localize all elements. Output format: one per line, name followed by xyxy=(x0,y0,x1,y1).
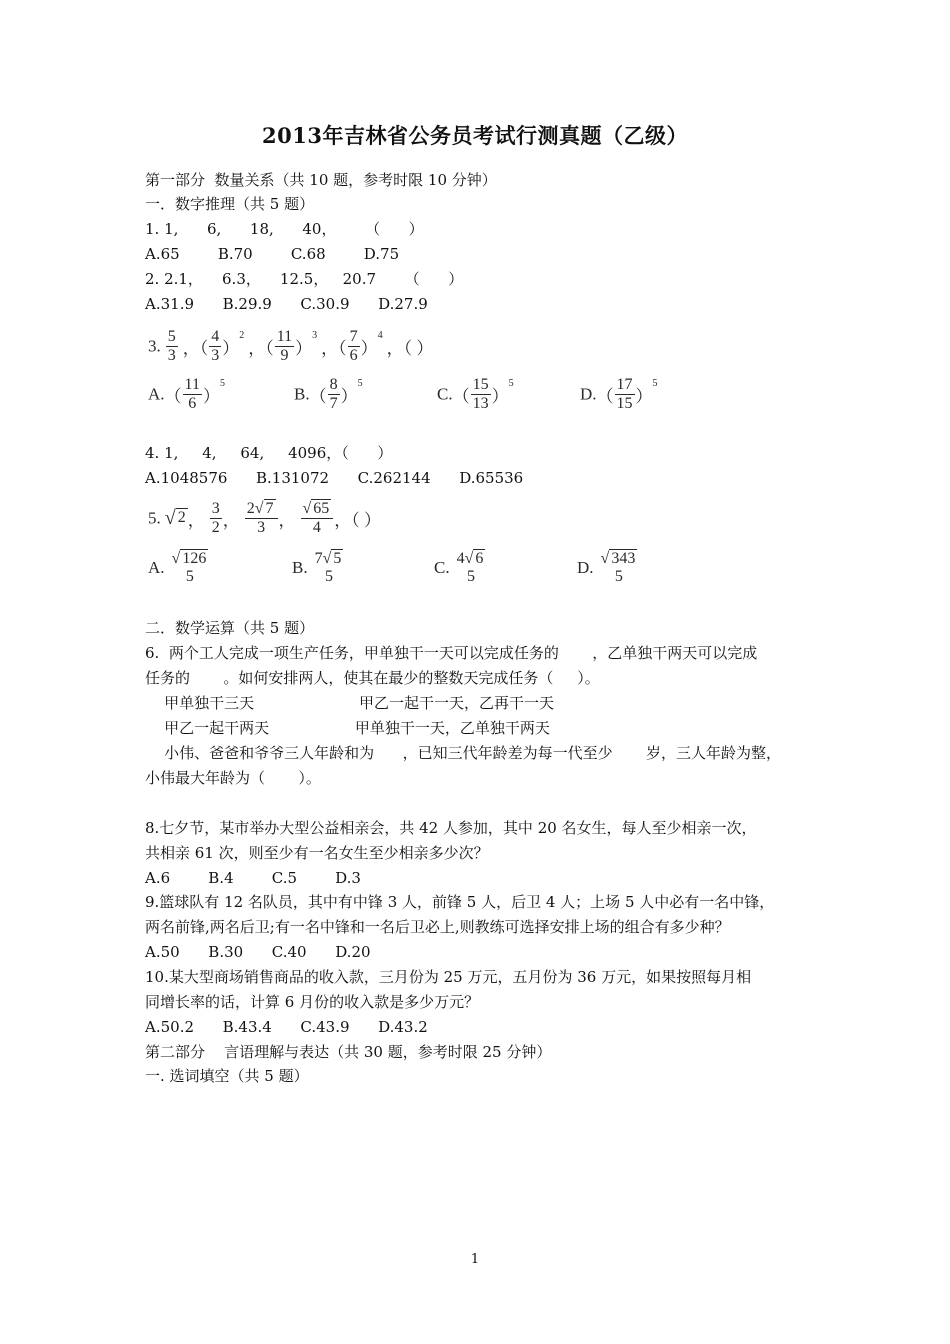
question-7-line-1: 小伟、爸爸和爷爷三人年龄和为 ，已知三代年龄差为每一代至少 岁，三人年龄为整， xyxy=(145,744,782,762)
section-number-reasoning: 一．数字推理（共 5 题） xyxy=(145,195,315,213)
question-5-option-b: B. 7√ 5 5 xyxy=(292,550,342,585)
part-two-heading: 第二部分 言语理解与表达（共 30 题，参考时限 25 分钟） xyxy=(145,1043,552,1061)
question-8-line-1: 8.七夕节，某市举办大型公益相亲会，共 42 人参加，其中 20 名女生，每人至少相亲一次， xyxy=(145,819,757,837)
fraction: $\frac{5}{3}$ xyxy=(167,328,176,364)
question-4-options: A.1048576 B.131072 C.262144 D.65536 xyxy=(145,469,524,487)
question-9-line-1: 9.篮球队有 12 名队员，其中有中锋 3 人，前锋 5 人，后卫 4 人；上场 5 人中必有一名中锋， xyxy=(145,893,775,911)
fraction: $\frac{3}{2}$ xyxy=(211,500,220,536)
question-8-options: A.6 B.4 C.5 D.3 xyxy=(145,869,361,887)
question-6-options-1: 甲单独干三天 甲乙一起干一天，乙再干一天 xyxy=(145,694,554,712)
fraction: $\frac{7}{6}$ xyxy=(349,328,358,364)
page-title: 2013年吉林省公务员考试行测真题（乙级） xyxy=(262,123,688,148)
question-6-line-2: 任务的 。如何安排两人，使其在最少的整数天完成任务（ ）。 xyxy=(145,669,600,687)
question-3-option-b: B.（ $\frac{8}{7}$ ）$^5$ xyxy=(294,376,363,412)
fraction: $\frac{4}{3}$ xyxy=(211,328,220,364)
question-9-line-2: 两名前锋,两名后卫;有一名中锋和一名后卫必上,则教练可选择安排上场的组合有多少种？ xyxy=(145,918,730,936)
question-2: 2. 2.1， 6.3， 12.5， 20.7 （ ） xyxy=(145,270,464,288)
square-root: √ 2 xyxy=(164,507,186,530)
question-6-line-1: 6. 两个工人完成一项生产任务，甲单独干一天可以完成任务的 ，乙单独干两天可以完成 xyxy=(145,644,758,662)
section-math-operations: 二．数学运算（共 5 题） xyxy=(145,619,315,637)
fraction: $\frac{√ 65}{4}$ xyxy=(301,500,334,537)
question-3-option-c: C.（ $\frac{15}{13}$ ）$^5$ xyxy=(437,376,514,412)
question-4: 4. 1, 4, 64, 4096，（ ） xyxy=(145,444,393,462)
question-5-sequence: 5. √ 2 ， $\frac{3}{2}$ ， $\frac{2√ 7}{3}$ ， $\frac{√ 65}{4}$ ，（ ） xyxy=(148,500,382,536)
question-5-option-d: D. √ 343 5 xyxy=(577,550,636,585)
question-3-sequence: 3. $\frac{5}{3}$ ，（ $\frac{4}{3}$ ）$^2$ ，（ $\frac{11}{9}$ ）$^3$ ，（ $\frac{7}{6}$ ）$^4$ ，（ ） xyxy=(148,328,434,364)
question-1-options: A.65 B.70 C.68 D.75 xyxy=(145,245,400,263)
question-6-options-2: 甲乙一起干两天 甲单独干一天，乙单独干两天 xyxy=(145,719,550,737)
question-1: 1. 1, 6, 18, 40， （ ） xyxy=(145,220,424,238)
question-3-option-d: D.（ $\frac{17}{15}$ ）$^5$ xyxy=(580,376,658,412)
section-word-fill: 一. 选词填空（共 5 题） xyxy=(145,1067,309,1085)
question-8-line-2: 共相亲 61 次，则至少有一名女生至少相亲多少次？ xyxy=(145,844,489,862)
question-5-option-c: C. 4√ 6 5 xyxy=(434,550,484,585)
question-5-option-a: A. √ 126 5 xyxy=(148,550,207,585)
page-number: 1 xyxy=(470,1252,480,1267)
question-9-options: A.50 B.30 C.40 D.20 xyxy=(145,943,371,961)
part-one-heading: 第一部分 数量关系（共 10 题，参考时限 10 分钟） xyxy=(145,171,497,189)
question-10-line-2: 同增长率的话，计算 6 月份的收入款是多少万元？ xyxy=(145,993,480,1011)
question-7-line-2: 小伟最大年龄为（ ）。 xyxy=(145,769,321,787)
question-2-options: A.31.9 B.29.9 C.30.9 D.27.9 xyxy=(145,295,428,313)
question-3-prefix: 3. xyxy=(148,336,161,356)
fraction: $\frac{11}{9}$ xyxy=(276,328,293,364)
fraction: $\frac{2√ 7}{3}$ xyxy=(245,500,278,537)
question-3-option-a: A.（ $\frac{11}{6}$ ）$^5$ xyxy=(148,376,225,412)
question-10-line-1: 10.某大型商场销售商品的收入款，三月份为 25 万元，五月份为 36 万元，如果按照每月相 xyxy=(145,968,752,986)
question-10-options: A.50.2 B.43.4 C.43.9 D.43.2 xyxy=(145,1018,428,1036)
